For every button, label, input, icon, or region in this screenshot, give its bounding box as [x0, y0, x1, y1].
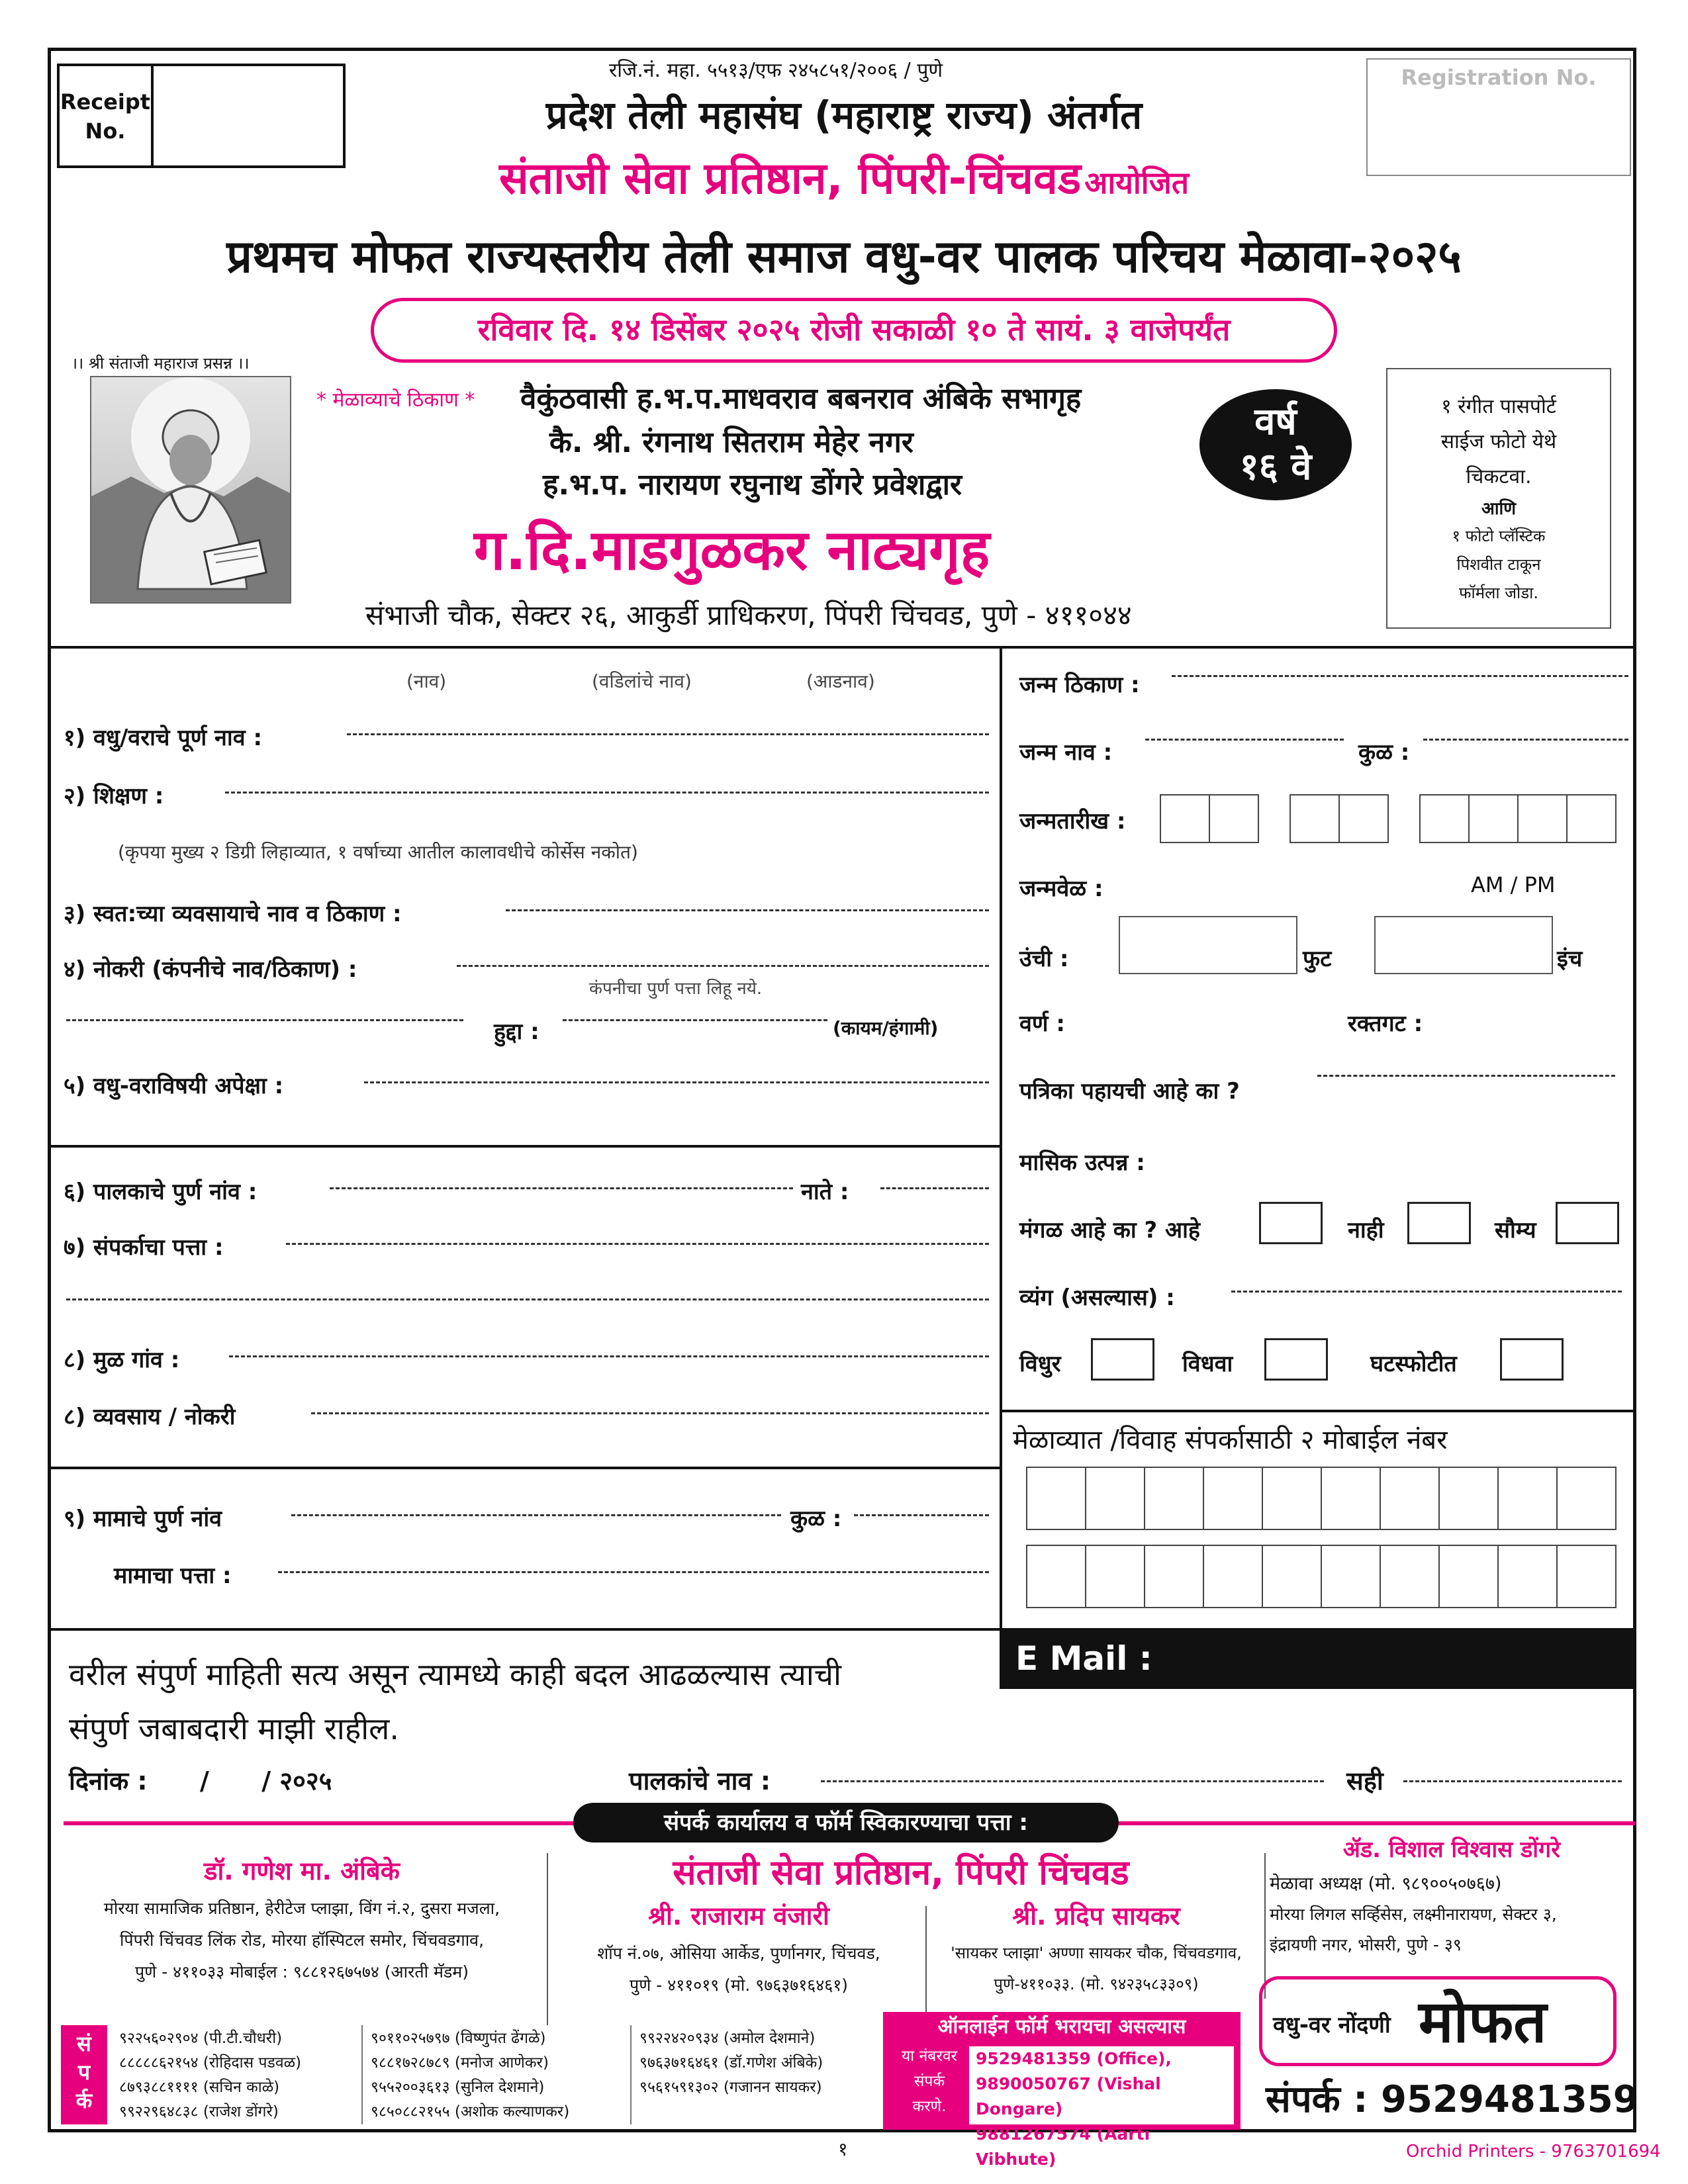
birth-name-line[interactable]	[1145, 739, 1344, 741]
online-form-box: ऑनलाईन फॉर्म भरायचा असल्यास या नंबरवर संपर्क करणे. 9529481359 (Office), 9890050767 (Vishal Dongare) 9881267574 (Aarti Vibhute)	[883, 2012, 1241, 2130]
field-uncle: ९) मामाचे पुर्ण नांव	[64, 1506, 222, 1532]
ampm[interactable]: AM / PM	[1471, 872, 1556, 897]
mobile-2-digit-cell[interactable]	[1438, 1545, 1499, 1608]
contact-sep-1	[547, 1853, 548, 2025]
venue-line2: कै. श्री. रंगनाथ सितराम मेहेर नगर	[549, 426, 914, 459]
phone-sep-2	[630, 2025, 632, 2124]
address-line2[interactable]	[66, 1298, 989, 1300]
full-name-line[interactable]	[347, 733, 989, 735]
phones-col-1: ९२२५६०२९०४ (पी.टी.चौधरी) ८८८८८६२१५४ (रोहिदास पडवळ) ८७९३८८११११ (सचिन काळे) ९९२२९६४८३८ (राजेश डोंगरे)	[119, 2030, 302, 2120]
mobile-1-digit-cell[interactable]	[1262, 1467, 1322, 1530]
widow-label: विधवा	[1182, 1351, 1233, 1377]
mobile-2-digit-cell[interactable]	[1556, 1545, 1617, 1608]
job-type: (कायम/हंगामी)	[833, 1017, 939, 1039]
uncle-address-line[interactable]	[278, 1571, 989, 1573]
contact-banner: संपर्क कार्यालय व फॉर्म स्विकारण्याचा पत्ता :	[573, 1803, 1119, 1843]
divorced-label: घटस्फोटीत	[1370, 1351, 1457, 1377]
field-education: २) शिक्षण :	[64, 783, 164, 809]
mobile-2-digit-cell[interactable]	[1262, 1545, 1322, 1608]
post-line[interactable]	[563, 1019, 827, 1021]
contact-sep-2	[925, 1906, 927, 2025]
job-line[interactable]	[457, 965, 989, 967]
mobile-row-2	[1026, 1545, 1615, 1608]
field-post: हुद्दा :	[494, 1019, 539, 1045]
field-native: ८) मुळ गांव :	[64, 1347, 180, 1373]
dob-y3[interactable]	[1517, 794, 1568, 843]
mobile-1-digit-cell[interactable]	[1144, 1467, 1204, 1530]
contact-side-label: सं प र्क	[61, 2025, 107, 2124]
mobile-2-digit-cell[interactable]	[1085, 1545, 1145, 1608]
kundali-line[interactable]	[1317, 1075, 1615, 1077]
receipt-label: Receipt No.	[60, 89, 151, 144]
email-bar	[1000, 1628, 1636, 1739]
field-business: ३) स्वत:च्या व्यवसायाचे नाव व ठिकाण :	[64, 901, 402, 927]
mangal-mild-label: सौम्य	[1495, 1217, 1536, 1244]
mobile-row-1	[1026, 1467, 1615, 1530]
field-height: उंची :	[1019, 946, 1069, 972]
phones-col-2: ९०११०२५७९७ (विष्णुपंत ढेंगळे) ९८८१७२८७८९ (मनोज आणेकर) ९५५२००३६१३ (सुनिल देशमाने) ९८५०८८२१५५ (अशोक कल्याणकर)	[371, 2030, 570, 2120]
mobile-2-digit-cell[interactable]	[1321, 1545, 1381, 1608]
field-birth-name: जन्म नाव :	[1019, 739, 1113, 766]
field-kundali: पत्रिका पहायची आहे का ?	[1019, 1078, 1240, 1105]
form-bottom-divider	[48, 1628, 1001, 1631]
widow-box[interactable]	[1264, 1338, 1328, 1381]
contact-sep-3	[1264, 1853, 1266, 1999]
field-expectations: ५) वधु-वराविषयी अपेक्षा :	[64, 1073, 284, 1099]
venue-line1: वैकुंठवासी ह.भ.प.माधवराव बबनराव अंबिके सभागृह	[520, 382, 1082, 416]
header-divider	[48, 646, 1636, 649]
venue-line3: ह.भ.प. नारायण रघुनाथ डोंगरे प्रवेशद्वार	[543, 468, 962, 502]
mobile-title: मेळाव्यात /विवाह संपर्कासाठी २ मोबाईल नंबर	[1013, 1425, 1448, 1455]
mobile-2-digit-cell[interactable]	[1203, 1545, 1263, 1608]
divorced-box[interactable]	[1500, 1338, 1564, 1381]
header-line3: प्रथमच मोफत राज्यस्तरीय तेली समाज वधु-वर पालक परिचय मेळावा-२०२५	[226, 231, 1462, 283]
job-note: कंपनीचा पुर्ण पत्ता लिहू नये.	[589, 979, 763, 999]
left-divider-2	[48, 1467, 1001, 1469]
parent-line[interactable]	[330, 1187, 793, 1189]
field-parent: ६) पालकाचे पुर्ण नांव :	[64, 1179, 258, 1205]
uncle-line[interactable]	[291, 1514, 781, 1516]
education-line[interactable]	[225, 792, 989, 794]
dob-m2[interactable]	[1338, 794, 1389, 843]
venue-address: संभाजी चौक, सेक्टर २६, आकुर्डी प्राधिकरण, पिंपरी चिंचवड, पुणे - ४११०४४	[365, 599, 1132, 631]
field-uncle-kul: कुळ :	[790, 1506, 842, 1532]
field-birth-place: जन्म ठिकाण :	[1019, 672, 1140, 698]
kul-line[interactable]	[1423, 739, 1628, 741]
parent-name-line[interactable]	[821, 1780, 1324, 1782]
contact-2: श्री. राजाराम वंजारी शॉप नं.०७, ओसिया आर्केड, पुर्णानगर, चिंचवड, पुणे - ४११०१९ (मो. ९७६३७१६४६१)	[597, 1901, 880, 1995]
business-line[interactable]	[506, 909, 989, 911]
feet-label: फुट	[1303, 946, 1332, 972]
column-divider	[1000, 646, 1002, 1628]
field-uncle-address: मामाचा पत्ता :	[114, 1563, 232, 1589]
job-line2[interactable]	[66, 1019, 463, 1021]
registration-box[interactable]	[1366, 58, 1631, 176]
field-relation: नाते :	[801, 1179, 849, 1205]
uncle-kul-line[interactable]	[854, 1514, 989, 1516]
widower-box[interactable]	[1091, 1338, 1154, 1381]
col-father: (वडिलांचे नाव)	[592, 670, 692, 692]
contact-4: ॲड. विशाल विश्वास डोंगरे मेळावा अध्यक्ष (मो. ९८९००५०७६७) मोरया लिगल सर्व्हिसेस, लक्ष्मीनारायण, सेक्टर ३, इंद्रायणी नगर, भोसरी, पुणे - ३९	[1270, 1837, 1561, 1954]
height-inch-box[interactable]	[1374, 916, 1553, 974]
contact-3: श्री. प्रदिप सायकर 'सायकर प्लाझा' अण्णा सायकर चौक, चिंचवडगाव, पुणे-४११०३३. (मो. ९४२३५८३३०९)	[951, 1901, 1242, 1993]
col-name: (नाव)	[406, 670, 447, 692]
mobile-1-digit-cell[interactable]	[1026, 1467, 1086, 1530]
birth-place-line[interactable]	[1172, 675, 1628, 677]
header-line1: प्रदेश तेली महासंघ (महाराष्ट्र राज्य) अंतर्गत	[545, 93, 1143, 138]
field-address: ७) संपर्काचा पत्ता :	[64, 1234, 224, 1261]
mobile-2-digit-cell[interactable]	[1026, 1545, 1086, 1608]
venue-main: ग.दि.माडगुळकर नाट्यगृह	[474, 518, 990, 582]
declaration-line1: वरील संपुर्ण माहिती सत्य असून त्यामध्ये काही बदल आढळल्यास त्याची	[69, 1657, 841, 1692]
widower-label: विधुर	[1019, 1351, 1061, 1377]
sign-label: सही	[1346, 1766, 1383, 1796]
declaration-line2: संपुर्ण जबाबदारी माझी राहील.	[69, 1711, 399, 1747]
field-blood-group: रक्तगट :	[1348, 1011, 1423, 1037]
parent-name-label: पालकांचे नाव :	[629, 1766, 771, 1796]
photo-caption: ।। श्री संताजी महाराज प्रसन्न ।।	[71, 354, 250, 373]
left-divider-1	[48, 1145, 1001, 1148]
mobile-1-digit-cell[interactable]	[1497, 1467, 1558, 1530]
height-feet-box[interactable]	[1119, 916, 1297, 974]
mobile-1-digit-cell[interactable]	[1438, 1467, 1499, 1530]
address-line[interactable]	[286, 1243, 989, 1245]
date-banner: रविवार दि. १४ डिसेंबर २०२५ रोजी सकाळी १० ते सायं. ३ वाजेपर्यंत	[371, 298, 1337, 363]
year-badge: वर्ष १६ वे	[1199, 389, 1352, 500]
right-divider-1	[1000, 1410, 1636, 1412]
col-surname: (आडनाव)	[806, 670, 875, 692]
registration-number: रजि.नं. महा. ५५१३/एफ २४५८५१/२००६ / पुणे	[609, 59, 943, 82]
field-occupation: ८) व्यवसाय / नोकरी	[64, 1404, 236, 1430]
dob-d2[interactable]	[1209, 794, 1259, 843]
mobile-2-digit-cell[interactable]	[1380, 1545, 1440, 1608]
contact-org-title: संताजी सेवा प्रतिष्ठान, पिंपरी चिंचवड	[673, 1853, 1129, 1893]
occupation-line[interactable]	[311, 1412, 989, 1414]
receipt-box[interactable]	[57, 64, 346, 168]
dob-d1[interactable]	[1160, 794, 1210, 843]
dob-m1[interactable]	[1289, 794, 1340, 843]
mobile-1-digit-cell[interactable]	[1203, 1467, 1263, 1530]
expectations-line[interactable]	[364, 1081, 989, 1083]
phones-col-3: ९९२२४२०९३४ (अमोल देशमाने) ९७६३७१६४६१ (डॉ.गणेश अंबिके) ९५६१५९१३०२ (गजानन सायकर)	[639, 2030, 823, 2096]
mangal-yes-box[interactable]	[1259, 1202, 1323, 1244]
mangal-no-box[interactable]	[1407, 1202, 1471, 1244]
page-number: १	[838, 2138, 848, 2160]
disability-line[interactable]	[1231, 1291, 1622, 1293]
field-complexion: वर्ण :	[1019, 1011, 1065, 1037]
field-birth-time: जन्मवेळ :	[1019, 876, 1103, 902]
contact-rule-right	[1119, 1821, 1635, 1825]
contact-1: डॉ. गणेश मा. अंबिके मोरया सामाजिक प्रतिष्ठान, हेरीटेज प्लाझा, विंग नं.२, दुसरा मजला, पिंपरी चिंचवड लिंक रोड, मोरया हॉस्पिटल समोर, चिंचवडगाव, पुणे - ४११०३३ मोबाईल : ९८८१२६७५७४ (आरती मॅडम)	[103, 1856, 500, 1981]
field-mangal: मंगळ आहे का ? आहे	[1019, 1217, 1200, 1244]
dob-y4[interactable]	[1566, 794, 1617, 843]
mobile-1-digit-cell[interactable]	[1380, 1467, 1440, 1530]
mangal-no-label: नाही	[1348, 1217, 1384, 1244]
dob-y2[interactable]	[1468, 794, 1519, 843]
header-line2: संताजी सेवा प्रतिष्ठान, पिंपरी-चिंचवड आयोजित	[498, 153, 1190, 204]
photo-paste-box: १ रंगीत पासपोर्ट साईज फोटो येथे चिकटवा. आणि १ फोटो प्लॅस्टिक पिशवीत टाकून फॉर्मला जोडा.	[1386, 368, 1611, 629]
email-text[interactable]: E Mail : santajisevapcmc25@gmail.com	[1015, 1639, 1597, 1739]
mobile-1-digit-cell[interactable]	[1556, 1467, 1617, 1530]
phone-sep-1	[361, 2025, 363, 2124]
sign-line[interactable]	[1403, 1780, 1622, 1782]
mobile-2-digit-cell[interactable]	[1144, 1545, 1204, 1608]
field-dob: जन्मतारीख :	[1019, 808, 1126, 835]
dob-y1[interactable]	[1419, 794, 1470, 843]
mobile-1-digit-cell[interactable]	[1321, 1467, 1381, 1530]
declaration-date[interactable]: दिनांक : / / २०२५	[69, 1766, 332, 1796]
mobile-1-digit-cell[interactable]	[1085, 1467, 1145, 1530]
field-income: मासिक उत्पन्न :	[1019, 1150, 1145, 1176]
relation-line[interactable]	[880, 1187, 989, 1189]
native-line[interactable]	[229, 1355, 989, 1357]
santaji-photo	[90, 376, 291, 604]
printer-credit: Orchid Printers - 9763701694	[1406, 2142, 1661, 2161]
registration-label: Registration No.	[1401, 65, 1597, 90]
mangal-mild-box[interactable]	[1556, 1202, 1619, 1244]
inch-label: इंच	[1557, 946, 1583, 972]
contact-number-big[interactable]: संपर्क : 9529481359	[1266, 2078, 1639, 2121]
education-note: (कृपया मुख्य २ डिग्री लिहाव्यात, १ वर्षाच्या आतील कालावधीचे कोर्सेस नकोत)	[118, 841, 638, 863]
field-job: ४) नोकरी (कंपनीचे नाव/ठिकाण) :	[64, 956, 357, 983]
field-full-name: १) वधु/वराचे पूर्ण नाव :	[64, 725, 263, 751]
free-registration-box: वधु-वर नोंदणी मोफत	[1259, 1976, 1617, 2066]
field-disability: व्यंग (असल्यास) :	[1019, 1285, 1175, 1311]
contact-rule-left	[64, 1821, 573, 1825]
mobile-2-digit-cell[interactable]	[1497, 1545, 1558, 1608]
field-kul: कुळ :	[1358, 739, 1410, 766]
venue-label: * मेळाव्याचे ठिकाण *	[316, 388, 475, 412]
